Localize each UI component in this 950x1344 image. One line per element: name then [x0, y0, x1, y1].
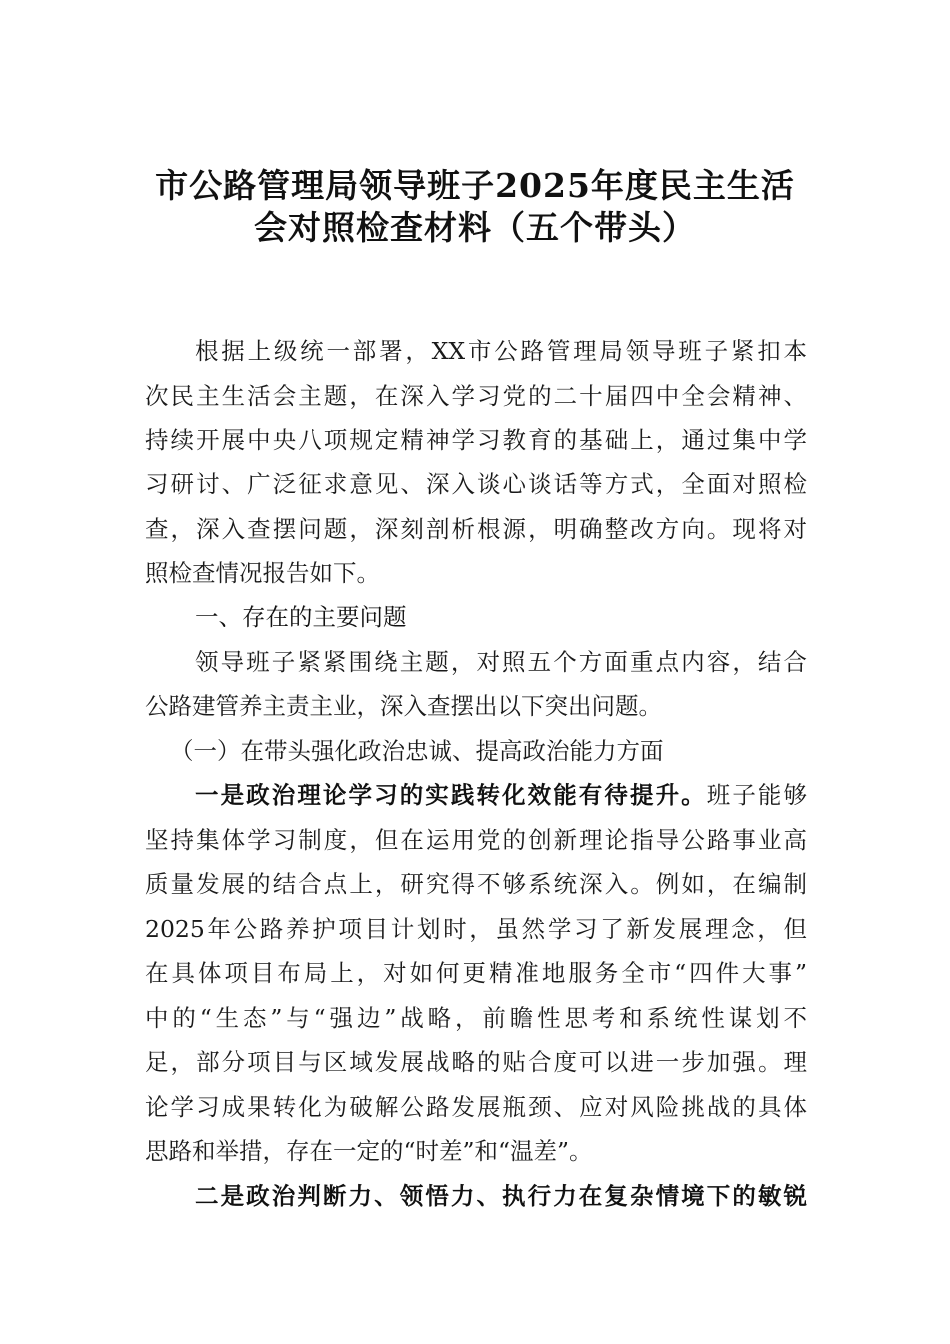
paragraph-line: 次民主生活会主题，在深入学习党的二十届四中全会精神、 — [145, 382, 807, 410]
paragraph-line: 足，部分项目与区域发展战略的贴合度可以进一步加强。理 — [145, 1048, 807, 1076]
paragraph-line — [195, 780, 807, 810]
paragraph-line: 2025年公路养护项目计划时，虽然学习了新发展理念，但 — [145, 915, 807, 943]
paragraph-line: 中的“生态”与“强边”战略，前瞻性思考和系统性谋划不 — [145, 1004, 807, 1032]
item1-lead-rest: 班子能够 — [706, 781, 808, 809]
item1-lead: 一是政治理论学习的实践转化效能有待提升。 — [195, 781, 707, 809]
paragraph-line: 持续开展中央八项规定精神学习教育的基础上，通过集中学 — [145, 426, 807, 454]
paragraph-line: 论学习成果转化为破解公路发展瓶颈、应对风险挑战的具体 — [145, 1093, 807, 1121]
document-title-line-2: 会对照检查材料（五个带头） — [254, 208, 696, 247]
paragraph-line: 坚持集体学习制度，但在运用党的创新理论指导公路事业高 — [145, 826, 807, 854]
paragraph-line: 查，深入查摆问题，深刻剖析根源，明确整改方向。现将对 — [145, 515, 807, 543]
paragraph-line: 公路建管养主责主业，深入查摆出以下突出问题。 — [145, 692, 662, 720]
subsection-heading-1: （一）在带头强化政治忠诚、提高政治能力方面 — [170, 737, 664, 765]
item2-lead: 二是政治判断力、领悟力、执行力在复杂情境下的敏锐 — [195, 1182, 807, 1210]
document-title-line-1: 市公路管理局领导班子2025年度民主生活 — [155, 166, 795, 205]
paragraph-line: 领导班子紧紧围绕主题，对照五个方面重点内容，结合 — [195, 648, 807, 676]
paragraph-line: 根据上级统一部署，XX市公路管理局领导班子紧扣本 — [195, 337, 807, 365]
paragraph-line: 习研讨、广泛征求意见、深入谈心谈话等方式，全面对照检 — [145, 470, 807, 498]
paragraph-line: 质量发展的结合点上，研究得不够系统深入。例如，在编制 — [145, 870, 807, 898]
paragraph-line: 照检查情况报告如下。 — [145, 559, 380, 587]
section-heading-1: 一、存在的主要问题 — [195, 603, 407, 631]
paragraph-line: 思路和举措，存在一定的“时差”和“温差”。 — [145, 1137, 593, 1165]
paragraph-line: 在具体项目布局上，对如何更精准地服务全市“四件大事” — [145, 959, 807, 987]
